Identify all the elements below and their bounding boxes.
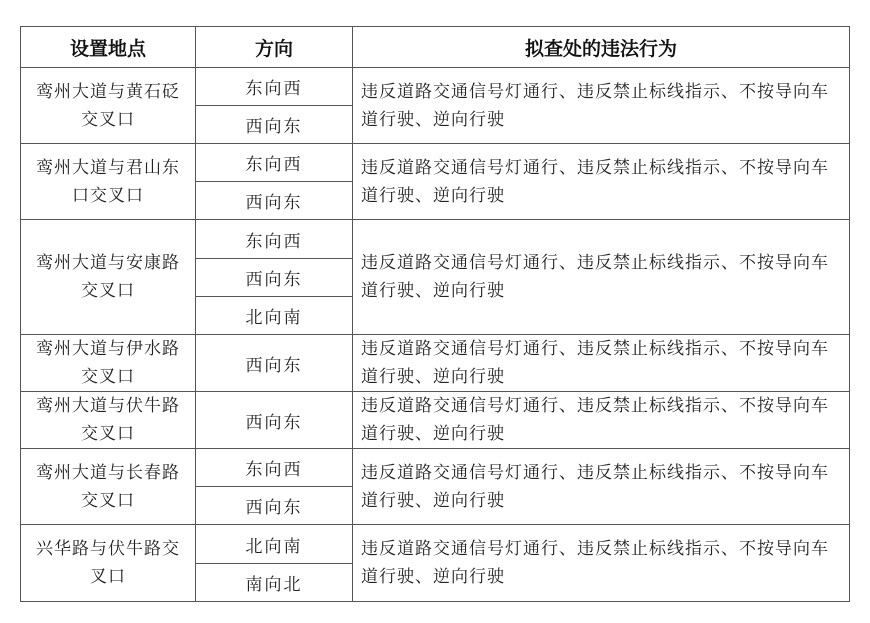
direction-cell: 北向南: [196, 525, 353, 564]
table-row: [21, 449, 850, 487]
direction-cell: 西向东: [196, 182, 353, 220]
location-cell: 鸾州大道与君山东口交叉口: [21, 144, 196, 220]
behavior-cell: 违反道路交通信号灯通行、违反禁止标线指示、不按导向车道行驶、逆向行驶: [353, 392, 850, 449]
direction-cell: 西向东: [196, 259, 353, 297]
behavior-cell: 违反道路交通信号灯通行、违反禁止标线指示、不按导向车道行驶、逆向行驶: [353, 335, 850, 392]
behavior-cell: 违反道路交通信号灯通行、违反禁止标线指示、不按导向车道行驶、逆向行驶: [353, 449, 850, 525]
table-row: [21, 68, 850, 106]
header-row: [21, 27, 850, 68]
direction-cell: 北向南: [196, 297, 353, 335]
location-cell: 鸾州大道与黄石砭交叉口: [21, 68, 196, 144]
location-cell: 鸾州大道与伊水路交叉口: [21, 335, 196, 392]
table-row: [21, 144, 850, 182]
location-cell: 鸾州大道与安康路交叉口: [21, 220, 196, 335]
location-cell: 鸾州大道与长春路交叉口: [21, 449, 196, 525]
table-row: [21, 525, 850, 564]
behavior-cell: 违反道路交通信号灯通行、违反禁止标线指示、不按导向车道行驶、逆向行驶: [353, 68, 850, 144]
direction-cell: 西向东: [196, 335, 353, 392]
direction-cell: 西向东: [196, 106, 353, 144]
direction-cell: 东向西: [196, 68, 353, 106]
enforcement-table: [20, 26, 850, 602]
location-cell: 鸾州大道与伏牛路交叉口: [21, 392, 196, 449]
direction-cell: 南向北: [196, 564, 353, 602]
direction-cell: 西向东: [196, 487, 353, 525]
direction-cell: 东向西: [196, 449, 353, 487]
direction-cell: 东向西: [196, 220, 353, 259]
header-direction: 方向: [196, 27, 353, 68]
table-row: [21, 220, 850, 259]
direction-cell: 东向西: [196, 144, 353, 182]
table-row: [21, 392, 850, 449]
direction-cell: 西向东: [196, 392, 353, 449]
header-location: 设置地点: [21, 27, 196, 68]
table-row: [21, 335, 850, 392]
behavior-cell: 违反道路交通信号灯通行、违反禁止标线指示、不按导向车道行驶、逆向行驶: [353, 144, 850, 220]
behavior-cell: 违反道路交通信号灯通行、违反禁止标线指示、不按导向车道行驶、逆向行驶: [353, 220, 850, 335]
header-behavior: 拟查处的违法行为: [353, 27, 850, 68]
behavior-cell: 违反道路交通信号灯通行、违反禁止标线指示、不按导向车道行驶、逆向行驶: [353, 525, 850, 602]
location-cell: 兴华路与伏牛路交叉口: [21, 525, 196, 602]
